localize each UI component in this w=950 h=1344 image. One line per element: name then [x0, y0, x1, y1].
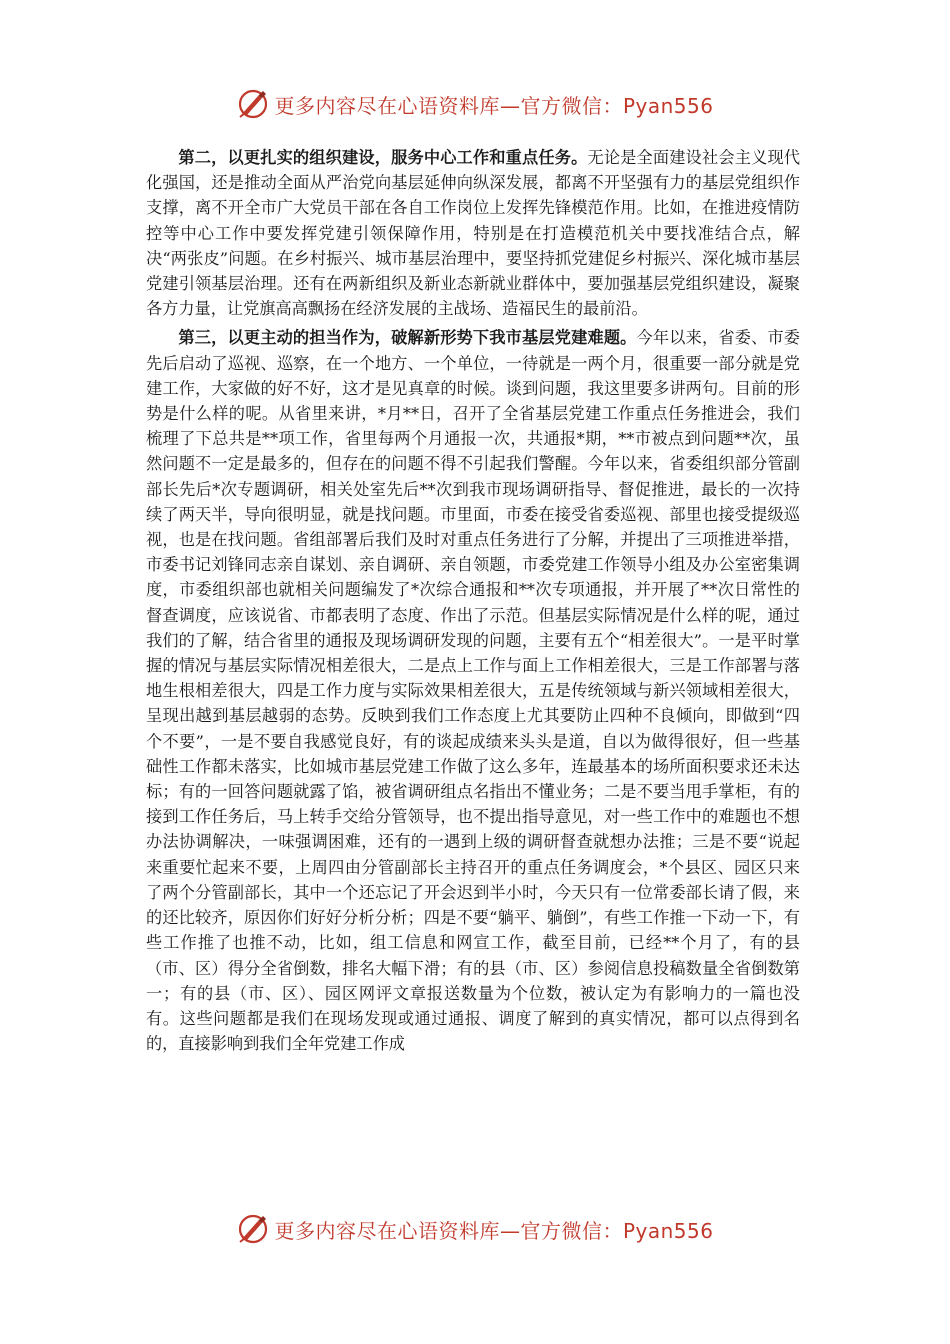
- paragraph-text: 今年以来，省委、市委先后启动了巡视、巡察，在一个地方、一个单位，一待就是一两个月，很重要一部分就是党建工作，大家做的好不好，这才是见真章的时候。谈到问题，我这里要多讲两句。目前的形势是什么样的呢。从省里来讲，*月**日，召开了全省基层党建工作重点任务推进会，我们梳理了下总共是**项工作，省里每两个月通报一次，共通报*期，**市被点到问题**次，虽然问题不一定是最多的，但存在的问题不得不引起我们警醒。今年以来，省委组织部分管副部长先后*次专题调研，相关处室先后**次到我市现场调研指导、督促推进，最长的一次持续了两天半，导向很明显，就是找问题。市里面，市委在接受省委巡视、部里也接受提级巡视，也是在找问题。省组部署后我们及时对重点任务进行了分解，并提出了三项推进举措，市委书记刘锋同志亲自谋划、亲自调研、亲自领题，市委党建工作领导小组及办公室密集调度，市委组织部也就相关问题编发了*次综合通报和**次专项通报，并开展了**次日常性的督查调度，应该说省、市都表明了态度、作出了示范。但基层实际情况是什么样的呢，通过我们的了解，结合省里的通报及现场调研发现的问题，主要有五个“相差很大”。一是平时掌握的情况与基层实际情况相差很大，二是点上工作与面上工作相差很大，三是工作部署与落地生根相差很大，四是工作力度与实际效果相差很大，五是传统领域与新兴领域相差很大，呈现出越到基层越弱的态势。反映到我们工作态度上尤其要防止四种不良倾向，即做到“四个不要”，一是不要自我感觉良好，有的谈起成绩来头头是道，自以为做得很好，但一些基础性工作都未落实，比如城市基层党建工作做了这么多年，连最基本的场所面积要求还未达标；有的一回答问题就露了馅，被省调研组点名指出不懂业务；二是不要当甩手掌柜，有的接到工作任务后，马上转手交给分管领导，也不提出指导意见，对一些工作中的难题也不想办法协调解决，一味强调困难，还有的一遇到上级的调研督查就想办法推；三是不要“说起来重要忙起来不要，上周四由分管副部长主持召开的重点任务调度会，*个县区、园区只来了两个分管副部长，其中一个还忘记了开会迟到半小时，今天只有一位常委部长请了假，来的还比较齐，原因你们好好分析分析；四是不要“躺平、躺倒”，有些工作推一下动一下，有些工作推了也推不动，比如，组工信息和网宣工作，截至目前，已经**个月了，有的县（市、区）得分全省倒数，排名大幅下滑；有的县（市、区）参阅信息投稿数量全省倒数第一；有的县（市、区）、园区网评文章报送数量为个位数，被认定为有影响力的一篇也没有。这些问题都是我们在现场发现或通过通报、调度了解到的真实情况，都可以点得到名的，直接影响到我们全年党建工作成: [146, 328, 800, 1054]
- pen-logo-icon: [236, 1212, 270, 1246]
- paragraph-lead: 第三，以更主动的担当作为，破解新形势下我市基层党建难题。: [178, 328, 637, 348]
- paragraph-third: [146, 325, 800, 1056]
- paragraph-lead: 第二，以更扎实的组织建设，服务中心工作和重点任务。: [178, 148, 588, 167]
- paragraph-text: 无论是全面建设社会主义现代化强国，还是推动全面从严治党向基层延伸向纵深发展，都离不开坚强有力的基层党组织作支撑，离不开全市广大党员干部在各自工作岗位上发挥先锋模范作用。比如，在推进疫情防控等中心工作中要发挥党建引领保障作用，特别是在打造模范机关中要找准结合点，解决“两张皮”问题。在乡村振兴、城市基层治理中，要坚持抓党建促乡村振兴、深化城市基层党建引领基层治理。还有在两新组织及新业态新就业群体中，要加强基层党组织建设，凝聚各方力量，让党旗高高飘扬在经济发展的主战场、造福民生的最前沿。: [146, 148, 801, 319]
- header-watermark: [0, 84, 950, 124]
- footer-watermark: [0, 1209, 950, 1249]
- paragraph-second: [146, 145, 800, 321]
- document-body: [146, 145, 800, 1060]
- watermark-text: 更多内容尽在心语资料库—官方微信：Pyan556: [274, 93, 714, 118]
- pen-logo-icon: [236, 87, 270, 121]
- watermark-text: 更多内容尽在心语资料库—官方微信：Pyan556: [274, 1218, 714, 1243]
